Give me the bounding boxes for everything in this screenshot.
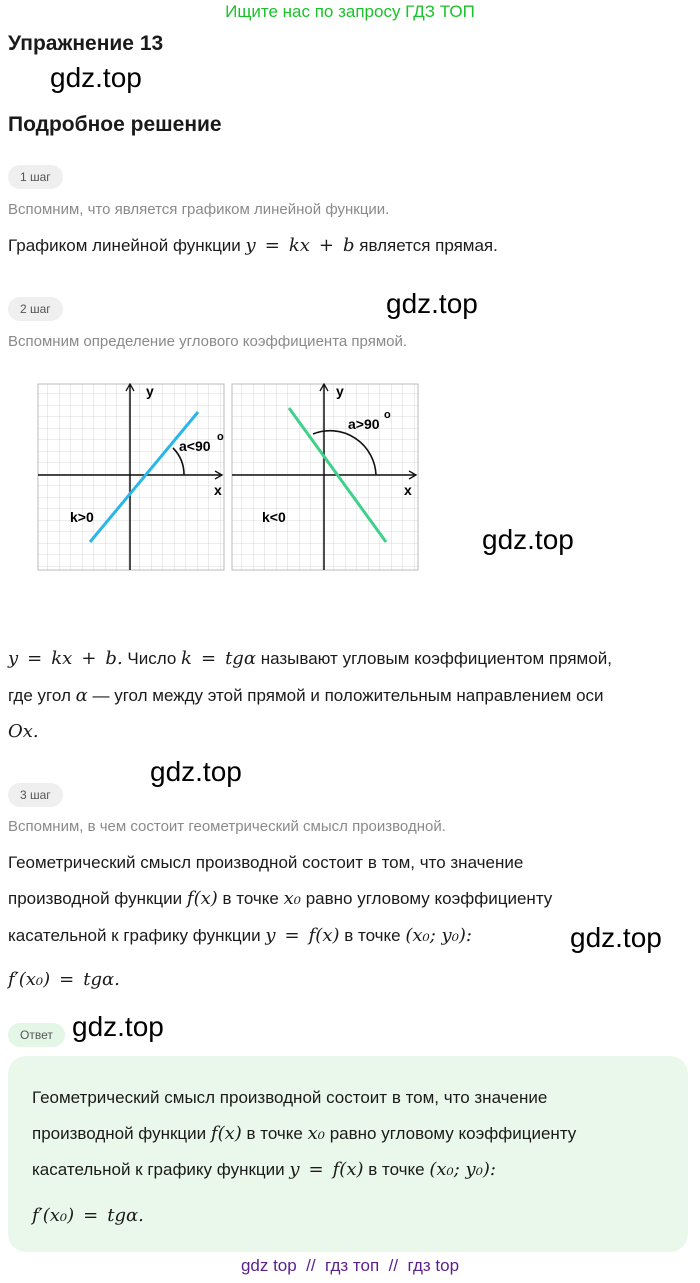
answer-badge: Ответ	[8, 1023, 65, 1047]
step-2-line-1	[8, 647, 612, 671]
formula-eq: =	[200, 648, 217, 669]
formula-plus: +	[318, 235, 334, 256]
formula-point: (x₀; y₀):	[405, 925, 472, 946]
step-1-text	[8, 234, 498, 258]
formula-y: y	[265, 925, 276, 946]
text: Число	[127, 649, 177, 668]
formula-y: y	[245, 235, 256, 256]
text: Графиком линейной функции	[8, 236, 241, 255]
degree-mark: o	[384, 409, 391, 421]
step-3-final	[8, 968, 120, 992]
text: — угол между этой прямой и положительным направлением оси	[92, 686, 604, 705]
formula-eq: =	[27, 648, 43, 669]
angle-label: a<90	[179, 438, 211, 454]
footer-links[interactable]: gdz top // гдз топ // гдз top	[240, 1256, 460, 1275]
formula-eq: =	[59, 969, 75, 990]
step-1-badge: 1 шаг	[8, 165, 63, 189]
formula-ox: Ox.	[8, 721, 39, 742]
formula-point: (x₀; y₀):	[429, 1159, 496, 1180]
formula-kx: kx	[51, 648, 73, 669]
answer-line-1: Геометрический смысл производной состоит в том, что значение	[32, 1088, 548, 1107]
formula-eq: =	[308, 1159, 324, 1180]
answer-final	[32, 1204, 144, 1228]
text: где угол	[8, 686, 71, 705]
x-label: x	[214, 482, 222, 498]
step-2-hint: Вспомним определение углового коэффициента прямой.	[8, 333, 408, 350]
y-label: y	[336, 383, 344, 399]
step-3-line-1: Геометрический смысл производной состоит в том, что значение	[8, 853, 524, 872]
text: в точке	[344, 926, 401, 945]
formula-fx: f(x)	[186, 888, 218, 909]
formula-y: y	[8, 648, 19, 669]
text: в точке	[222, 889, 279, 908]
text: производной функции	[8, 889, 183, 908]
text: равно угловому коэффициенту	[329, 1124, 577, 1143]
formula-k: k	[181, 648, 192, 669]
watermark: gdz.top	[482, 524, 574, 555]
formula-tg: tgα.	[107, 1205, 144, 1226]
formula-fx: f(x)	[210, 1123, 242, 1144]
formula-alpha: α	[75, 685, 88, 706]
y-label: y	[146, 383, 154, 399]
watermark: gdz.top	[570, 922, 662, 953]
text: касательной к графику функции	[8, 926, 261, 945]
formula-tg: tgα.	[83, 969, 120, 990]
step-2-line-3	[8, 720, 39, 744]
section-title: Подробное решение	[8, 113, 222, 136]
watermark: gdz.top	[72, 1011, 164, 1042]
watermark: gdz.top	[150, 756, 242, 787]
step-3-badge: 3 шаг	[8, 783, 63, 807]
step-3-line-2	[8, 887, 552, 911]
formula-x0: x₀	[283, 888, 301, 909]
k-label: k<0	[262, 509, 286, 525]
formula-derivative: f′(x₀)	[8, 969, 51, 990]
angle-label: a>90	[348, 416, 380, 432]
formula-b: b	[342, 235, 355, 256]
step-1-hint: Вспомним, что является графиком линейной функции.	[8, 201, 390, 218]
step-3-line-3	[8, 924, 472, 948]
text: в точке	[246, 1124, 303, 1143]
graph-right	[232, 383, 418, 570]
text: называют угловым коэффициентом прямой,	[260, 649, 612, 668]
formula-b: b.	[105, 648, 123, 669]
text: равно угловому коэффициенту	[305, 889, 553, 908]
step-2-badge: 2 шаг	[8, 297, 63, 321]
formula-tg: tgα	[225, 648, 256, 669]
formula-plus: +	[81, 648, 97, 669]
text: является прямая.	[359, 236, 498, 255]
formula-fx: f(x)	[308, 925, 340, 946]
text: в точке	[368, 1160, 425, 1179]
answer-line-2	[32, 1122, 576, 1146]
x-label: x	[404, 482, 412, 498]
answer-line-3	[32, 1158, 496, 1182]
graph-left	[38, 383, 224, 570]
text: производной функции	[32, 1124, 207, 1143]
formula-eq: =	[264, 235, 280, 256]
formula-eq: =	[284, 925, 300, 946]
formula-y: y	[289, 1159, 300, 1180]
formula-kx: kx	[288, 235, 310, 256]
step-2-line-2	[8, 684, 604, 708]
formula-fx: f(x)	[332, 1159, 364, 1180]
slope-figure	[36, 382, 420, 574]
step-3-hint: Вспомним, в чем состоит геометрический смысл производной.	[8, 818, 446, 835]
formula-x0: x₀	[307, 1123, 325, 1144]
formula-derivative: f′(x₀)	[32, 1205, 75, 1226]
k-label: k>0	[70, 509, 94, 525]
page-title: Упражнение 13	[8, 32, 164, 55]
text: касательной к графику функции	[32, 1160, 285, 1179]
watermark: gdz.top	[386, 288, 478, 319]
watermark: gdz.top	[50, 62, 142, 93]
search-banner: Ищите нас по запросу ГДЗ ТОП	[225, 2, 475, 21]
formula-eq: =	[83, 1205, 99, 1226]
degree-mark: o	[217, 431, 224, 443]
